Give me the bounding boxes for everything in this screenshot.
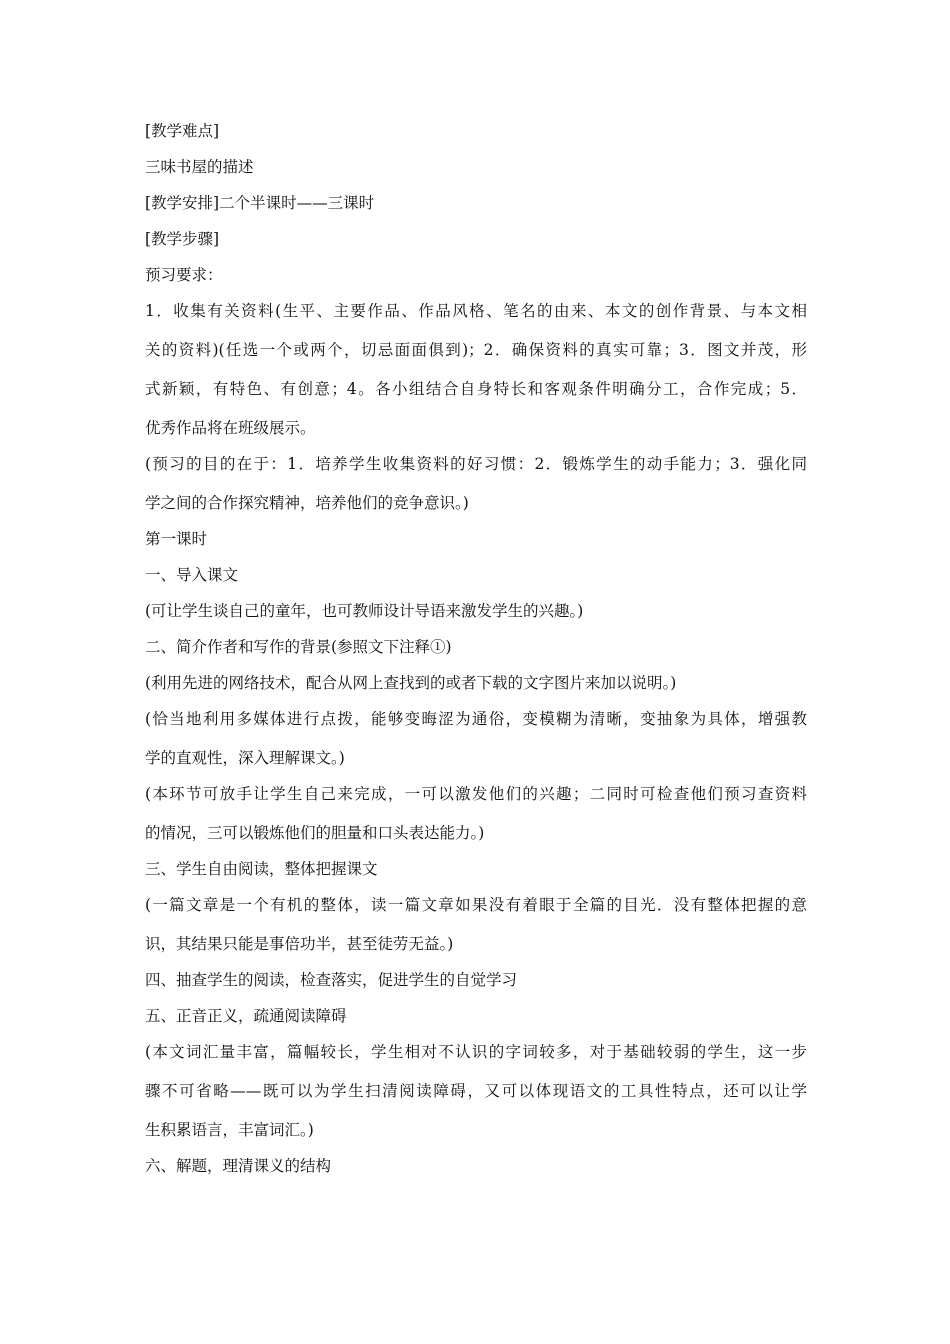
step-3-title: 三、学生自由阅读，整体把握课文 [145,860,378,878]
preview-req-line-3: 式新颖，有特色、有创意；4。各小组结合自身特长和客观条件明确分工，合作完成；5． [145,380,807,398]
step-2-note-3 [145,782,807,845]
step-2-note-2 [145,707,807,770]
step-5-note-line-1: (本文词汇量丰富，篇幅较长，学生相对不认识的字词较多，对于基础较弱的学生，这一步 [145,1043,807,1061]
preview-req-line-2: 关的资料)(任选一个或两个，切忌面面俱到)；2．确保资料的真实可靠；3．图文并茂，形 [145,341,807,359]
step-2-note-1: (利用先进的网络技术，配合从网上查找到的或者下载的文字图片来加以说明。) [145,674,677,692]
preview-purpose [145,452,807,515]
step-3-note-line-2: 识，其结果只能是事倍功半，甚至徒劳无益。) [145,935,454,953]
step-3-note [145,893,807,956]
preview-req-line-1: 1．收集有关资料(生平、主要作品、作品风格、笔名的由来、本文的创作背景、与本文相 [145,302,807,320]
heading-steps: [教学步骤] [145,230,220,248]
step-2-note-3-line-1: (本环节可放手让学生自己来完成，一可以激发他们的兴趣；二同时可检查他们预习查资料 [145,785,807,803]
heading-difficulty: [教学难点] [145,122,220,140]
preview-purpose-line-2: 学之间的合作探究精神，培养他们的竞争意识。) [145,494,469,512]
step-2-title: 二、简介作者和写作的背景(参照文下注释①) [145,638,452,656]
step-5-note-line-2: 骤不可省略——既可以为学生扫清阅读障碍，又可以体现语文的工具性特点，还可以让学 [145,1082,807,1100]
step-2-note-2-line-1: (恰当地利用多媒体进行点拨，能够变晦涩为通俗，变模糊为清晰，变抽象为具体，增强教 [145,710,807,728]
schedule-line: [教学安排]二个半课时——三课时 [145,194,375,212]
step-1-title: 一、导入课文 [145,566,239,584]
lesson-one-title: 第一课时 [145,530,208,548]
step-1-note: (可让学生谈自己的童年，也可教师设计导语来激发学生的兴趣。) [145,602,584,620]
difficulty-text: 三味书屋的描述 [145,158,254,176]
step-3-note-line-1: (一篇文章是一个有机的整体，读一篇文章如果没有着眼于全篇的目光．没有整体把握的意 [145,896,807,914]
step-2-note-2-line-2: 学的直观性，深入理解课文。) [145,749,345,767]
document-body [145,119,807,1190]
preview-req-line-4: 优秀作品将在班级展示。 [145,419,316,437]
preview-label: 预习要求： [145,266,223,284]
step-5-title: 五、正音正义，疏通阅读障碍 [145,1007,347,1025]
preview-purpose-line-1: (预习的目的在于：1．培养学生收集资料的好习惯：2．锻炼学生的动手能力；3．强化同 [145,455,807,473]
step-2-note-3-line-2: 的情况，三可以锻炼他们的胆量和口头表达能力。) [145,824,485,842]
step-4-title: 四、抽查学生的阅读，检查落实，促进学生的自觉学习 [145,971,518,989]
preview-requirements [145,299,807,440]
step-5-note [145,1040,807,1142]
step-6-title: 六、解题，理清课义的结构 [145,1157,332,1175]
step-5-note-line-3: 生积累语言，丰富词汇。) [145,1121,314,1139]
